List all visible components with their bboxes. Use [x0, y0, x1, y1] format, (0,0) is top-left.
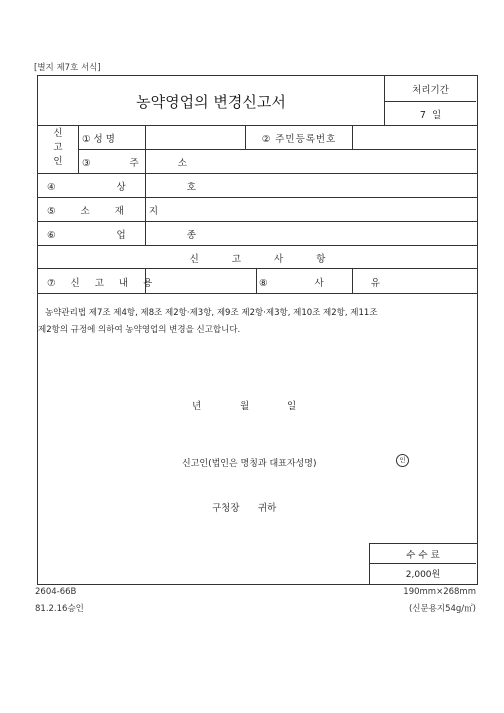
paper-spec: (신문용지54g/㎡)	[408, 604, 476, 614]
address-label: ③ 주 소	[82, 158, 187, 169]
trade-name-field[interactable]	[146, 174, 475, 196]
name-field[interactable]	[146, 126, 244, 148]
seal-icon: 인	[396, 454, 409, 467]
registration-number-field[interactable]	[353, 126, 475, 148]
statement-line-2: 제2항의 규정에 의하여 농약영업의 변경을 신고합니다.	[38, 325, 241, 335]
address-field[interactable]	[146, 150, 475, 172]
applicant-signature-text: 신고인(법인은 명칭과 대표자성명)	[182, 459, 317, 469]
registration-number-label: ② 주민등록번호	[261, 134, 337, 145]
processing-period-value: 7 일	[419, 110, 442, 121]
approval-date: 81.2.16승인	[35, 604, 84, 614]
form-label: [별지 제7호 서식]	[34, 63, 101, 73]
form-code: 2604-66B	[35, 587, 77, 597]
reason-label: ⑧ 사 유	[259, 278, 380, 289]
report-content-field[interactable]	[146, 269, 255, 292]
fee-label: 수 수 료	[406, 550, 440, 561]
date-year: 년	[192, 401, 202, 412]
name-label: ① 성 명	[82, 134, 115, 145]
location-label: ⑤ 소 재 지	[47, 206, 159, 217]
applicant-label: 신 고 인	[53, 128, 63, 167]
location-field[interactable]	[146, 198, 475, 220]
business-type-label: ⑥ 업 종	[47, 230, 196, 241]
paper-size: 190mm×268mm	[403, 587, 476, 597]
processing-period-label: 처리기간	[412, 85, 449, 96]
form-title: 농약영업의 변경신고서	[136, 93, 286, 111]
trade-name-label: ④ 상 호	[47, 182, 196, 193]
report-content-label: ⑦ 신 고 내 용	[47, 278, 153, 289]
report-items-header: 신 고 사 항	[189, 254, 326, 265]
date-day: 일	[287, 401, 297, 412]
recipient-honorific: 귀하	[258, 503, 277, 514]
recipient-office: 구청장	[212, 503, 240, 514]
fee-value: 2,000원	[405, 570, 441, 580]
date-month: 월	[240, 401, 250, 412]
business-type-field[interactable]	[146, 222, 475, 244]
reason-field[interactable]	[353, 269, 475, 292]
statement-line-1: 농약관리법 제7조 제4항, 제8조 제2항·제3항, 제9조 제2항·제3항, 제10조 제2항, 제11조	[45, 308, 378, 318]
